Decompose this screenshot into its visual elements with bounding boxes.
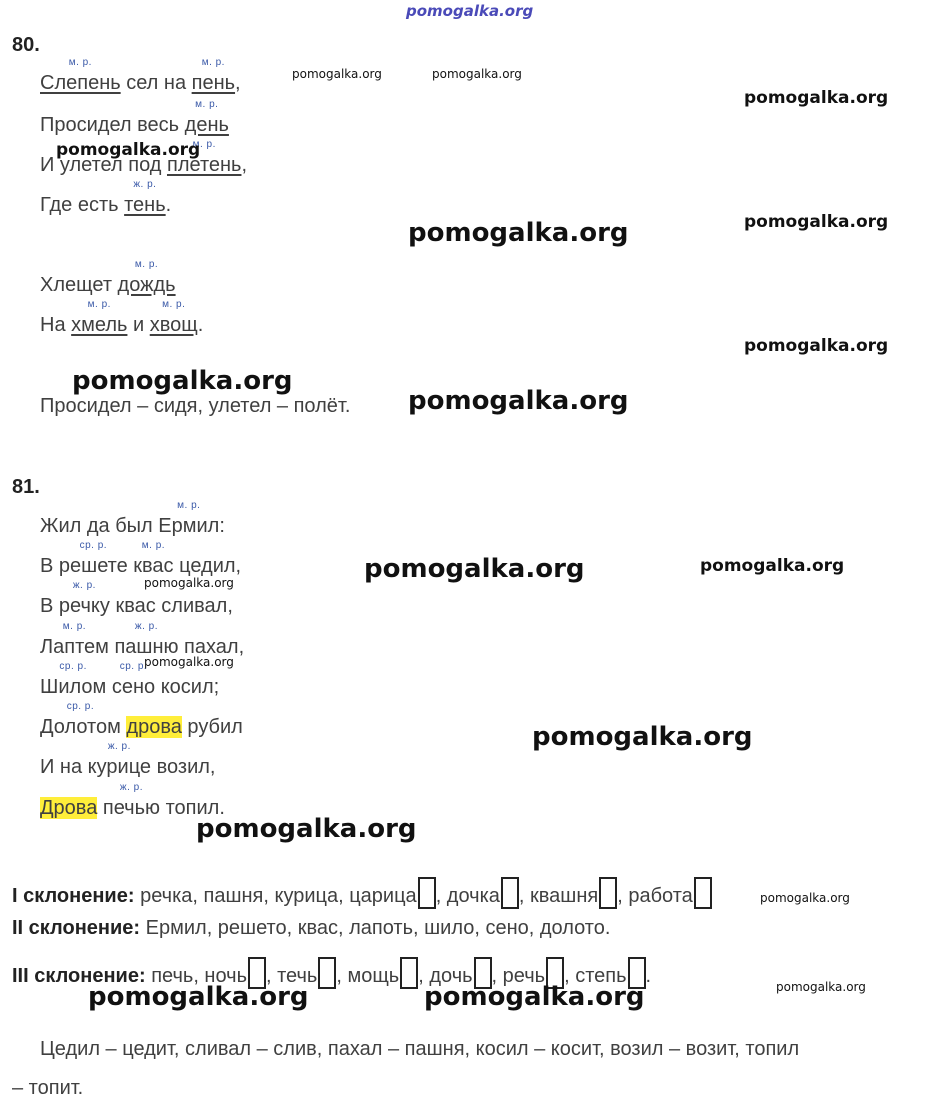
watermark: pomogalka.org xyxy=(408,218,629,248)
watermark: pomogalka.org xyxy=(144,655,234,669)
noun-word: Шилом xyxy=(40,676,107,698)
gender-tag: ср. р. xyxy=(59,661,87,672)
watermark: pomogalka.org xyxy=(292,67,382,81)
text-fragment: косил; xyxy=(155,676,220,698)
site-header-link[interactable]: pomogalka.org xyxy=(406,2,534,20)
gender-tag: м. р. xyxy=(62,621,87,632)
watermark: pomogalka.org xyxy=(56,140,201,160)
text-fragment: топил. xyxy=(160,797,225,819)
poem80-line-4 xyxy=(40,179,172,217)
gender-tag: м. р. xyxy=(134,259,159,270)
gender-tag: ср. р. xyxy=(119,661,148,672)
gender-tag: м. р. xyxy=(68,57,92,68)
noun-word: тень xyxy=(124,194,166,216)
noun-word: сено xyxy=(111,676,156,698)
noun-word: решете xyxy=(58,555,128,577)
watermark: pomogalka.org xyxy=(196,814,417,844)
highlighted-word: дрова xyxy=(126,716,182,738)
declension-first-row xyxy=(12,877,712,909)
watermark: pomogalka.org xyxy=(744,212,889,232)
noun-word: пень xyxy=(191,72,236,94)
watermark: pomogalka.org xyxy=(744,336,889,356)
gender-tag: м. р. xyxy=(177,500,201,511)
word-list: , дочка xyxy=(435,885,500,907)
text-fragment: , xyxy=(235,72,241,94)
gender-tag: ж. р. xyxy=(134,621,159,632)
exercise-number-80: 80. xyxy=(12,34,40,56)
highlighted-word: Дрова xyxy=(40,797,98,819)
soft-sign-box xyxy=(400,957,418,989)
word-list: , течь xyxy=(266,965,318,987)
text-fragment: Жил да был xyxy=(40,515,159,537)
watermark: pomogalka.org xyxy=(700,556,845,576)
poem80-line-2 xyxy=(40,99,229,137)
text-fragment: и xyxy=(127,314,150,336)
poem80-line-1 xyxy=(40,57,241,95)
noun-word: курице xyxy=(87,756,152,778)
poem80-stress-line: Просидел – сидя, улетел – полёт. xyxy=(40,395,351,417)
noun-word: Лаптем xyxy=(40,636,109,658)
watermark: pomogalka.org xyxy=(432,67,522,81)
soft-sign-box xyxy=(599,877,617,909)
noun-word: дождь xyxy=(117,274,176,296)
soft-sign-box xyxy=(501,877,519,909)
gender-tag: ж. р. xyxy=(119,782,143,793)
noun-word: хвощ xyxy=(149,314,198,336)
noun-word: Ермил xyxy=(158,515,220,537)
text-fragment: . xyxy=(197,314,204,336)
gender-tag: м. р. xyxy=(87,299,111,310)
word-list: , степь xyxy=(564,965,627,987)
watermark: pomogalka.org xyxy=(760,891,850,905)
poem80-line-5 xyxy=(40,259,176,297)
poem81-line-1 xyxy=(40,500,225,538)
word-list: , мощь xyxy=(336,965,400,987)
gender-tag: ж. р. xyxy=(133,179,157,190)
soft-sign-box xyxy=(318,957,336,989)
text-fragment: . xyxy=(165,194,172,216)
word-list: Ермил, решето, квас, лапоть, шило, сено, долото. xyxy=(145,917,611,939)
word-list: , речь xyxy=(491,965,546,987)
text-fragment: : xyxy=(219,515,225,537)
stress-pairs-line-2: – топит. xyxy=(12,1077,84,1099)
word-list: речка, пашня, курица, царица xyxy=(140,885,417,907)
text-fragment: сел на xyxy=(120,72,192,94)
declension-label: III склонение: xyxy=(12,965,146,987)
poem81-line-5 xyxy=(40,661,220,699)
watermark: pomogalka.org xyxy=(532,722,753,752)
word-list: . xyxy=(645,965,652,987)
gender-tag: м. р. xyxy=(141,540,166,551)
text-fragment: Хлещет xyxy=(40,274,118,296)
word-list: печь, ночь xyxy=(151,965,247,987)
text-fragment: пахал, xyxy=(178,636,245,658)
text-fragment: , xyxy=(241,154,248,176)
gender-tag: м. р. xyxy=(162,299,186,310)
noun-word: день xyxy=(184,114,229,136)
stress-pairs-line-1: Цедил – цедит, сливал – слив, пахал – пашня, косил – косит, возил – возит, топил xyxy=(40,1038,800,1060)
noun-word: хмель xyxy=(71,314,128,336)
poem81-line-2 xyxy=(40,540,242,578)
text-fragment: В xyxy=(40,555,59,577)
word-list: , работа xyxy=(617,885,693,907)
gender-tag: ж. р. xyxy=(107,741,131,752)
gender-tag: ср. р. xyxy=(79,540,108,551)
noun-word: плетень xyxy=(166,154,242,176)
noun-word: Слепень xyxy=(40,72,121,94)
noun-word: речку xyxy=(58,595,110,617)
declension-label: II склонение: xyxy=(12,917,141,939)
watermark: pomogalka.org xyxy=(144,576,234,590)
text-fragment: рубил xyxy=(181,716,243,738)
soft-sign-box xyxy=(418,877,436,909)
declension-second-row xyxy=(12,917,610,940)
gender-tag: ж. р. xyxy=(72,580,96,591)
text-fragment: цедил, xyxy=(173,555,242,577)
noun-word: пашню xyxy=(114,636,179,658)
poem81-line-6 xyxy=(40,701,243,739)
watermark: pomogalka.org xyxy=(88,982,309,1012)
text-fragment: И на xyxy=(40,756,88,778)
noun-word: печью xyxy=(102,797,161,819)
word-list: , квашня xyxy=(518,885,599,907)
gender-tag: м. р. xyxy=(192,139,216,150)
text-fragment: возил, xyxy=(151,756,216,778)
watermark: pomogalka.org xyxy=(72,366,293,396)
text-fragment: квас сливал, xyxy=(109,595,233,617)
text-fragment: И улетел под xyxy=(40,154,167,176)
declension-label: I склонение: xyxy=(12,885,135,907)
gender-tag: м. р. xyxy=(201,57,225,68)
text-fragment: Просидел весь xyxy=(40,114,185,136)
text-fragment: Где есть xyxy=(40,194,125,216)
watermark: pomogalka.org xyxy=(744,88,889,108)
text-fragment: В xyxy=(40,595,59,617)
soft-sign-box xyxy=(694,877,712,909)
noun-word: Долотом xyxy=(40,716,121,738)
watermark: pomogalka.org xyxy=(408,386,629,416)
poem80-line-6 xyxy=(40,299,204,337)
watermark: pomogalka.org xyxy=(776,980,866,994)
poem81-line-7 xyxy=(40,741,216,779)
text-fragment: На xyxy=(40,314,72,336)
noun-word: квас xyxy=(133,555,174,577)
exercise-number-81: 81. xyxy=(12,476,40,498)
watermark: pomogalka.org xyxy=(364,554,585,584)
gender-tag: ср. р. xyxy=(66,701,95,712)
gender-tag: м. р. xyxy=(195,99,219,110)
word-list: , дочь xyxy=(418,965,473,987)
watermark: pomogalka.org xyxy=(424,982,645,1012)
